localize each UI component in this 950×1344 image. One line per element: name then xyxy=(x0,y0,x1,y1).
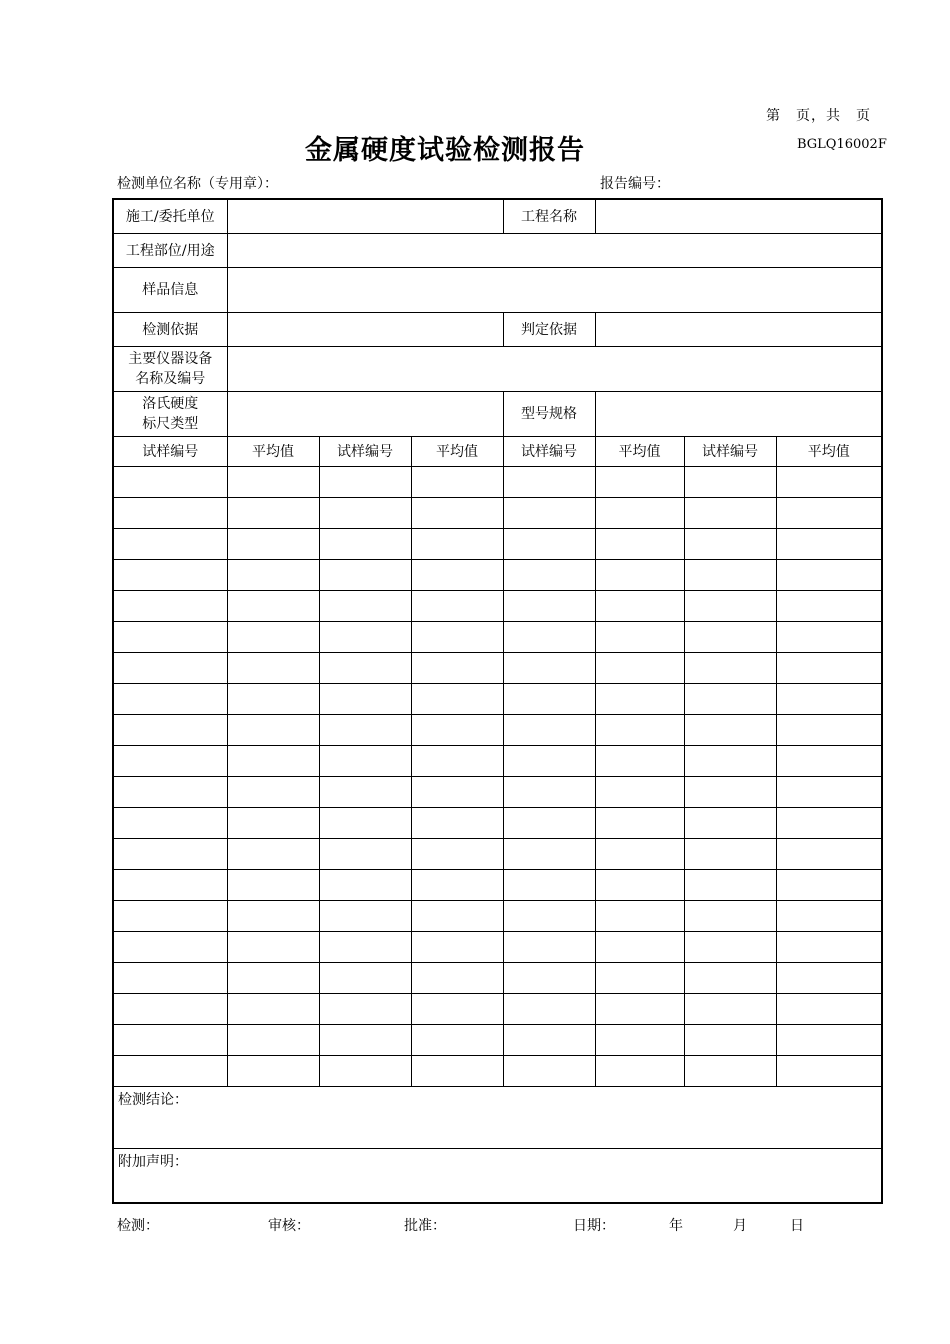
result-cell[interactable] xyxy=(227,1056,319,1087)
result-cell[interactable] xyxy=(595,870,684,901)
result-cell[interactable] xyxy=(227,901,319,932)
result-row xyxy=(113,808,882,839)
result-cell[interactable] xyxy=(411,653,503,684)
result-cell[interactable] xyxy=(503,498,595,529)
result-cell[interactable] xyxy=(503,653,595,684)
result-cell[interactable] xyxy=(684,467,776,498)
result-row xyxy=(113,622,882,653)
result-cell[interactable] xyxy=(595,777,684,808)
result-cell[interactable] xyxy=(503,963,595,994)
result-cell[interactable] xyxy=(411,839,503,870)
result-cell[interactable] xyxy=(113,808,227,839)
result-cell[interactable] xyxy=(684,622,776,653)
result-cell[interactable] xyxy=(503,715,595,746)
result-cell[interactable] xyxy=(113,1025,227,1056)
basis-row xyxy=(113,313,882,347)
result-cell[interactable] xyxy=(319,529,411,560)
column-header: 平均值 xyxy=(595,437,684,467)
result-rows xyxy=(113,467,882,1087)
page-info: 第 页，共 页 xyxy=(766,108,871,124)
result-cell[interactable] xyxy=(411,1056,503,1087)
result-cell[interactable] xyxy=(113,684,227,715)
result-cell[interactable] xyxy=(319,870,411,901)
column-header: 试样编号 xyxy=(319,437,411,467)
result-cell[interactable] xyxy=(776,777,882,808)
result-cell[interactable] xyxy=(319,715,411,746)
conclusion-cell[interactable] xyxy=(113,1087,882,1149)
result-cell[interactable] xyxy=(684,1025,776,1056)
result-cell[interactable] xyxy=(113,591,227,622)
conclusion-row xyxy=(113,1087,882,1149)
result-cell[interactable] xyxy=(684,529,776,560)
result-cell[interactable] xyxy=(684,808,776,839)
result-cell[interactable] xyxy=(227,715,319,746)
year-label: 年 xyxy=(669,1218,683,1234)
result-cell[interactable] xyxy=(319,467,411,498)
result-cell[interactable] xyxy=(503,777,595,808)
result-cell[interactable] xyxy=(684,715,776,746)
column-header: 试样编号 xyxy=(684,437,776,467)
result-row xyxy=(113,839,882,870)
result-cell[interactable] xyxy=(113,777,227,808)
result-cell[interactable] xyxy=(319,994,411,1025)
result-cell[interactable] xyxy=(113,932,227,963)
result-cell[interactable] xyxy=(227,994,319,1025)
basis-label: 检测依据 xyxy=(113,313,227,347)
result-cell[interactable] xyxy=(503,901,595,932)
result-cell[interactable] xyxy=(113,839,227,870)
result-row xyxy=(113,963,882,994)
location-value[interactable] xyxy=(227,234,882,268)
scale-value[interactable] xyxy=(227,392,503,437)
result-cell[interactable] xyxy=(595,1056,684,1087)
result-cell[interactable] xyxy=(411,684,503,715)
result-cell[interactable] xyxy=(503,994,595,1025)
result-cell[interactable] xyxy=(113,622,227,653)
result-cell[interactable] xyxy=(113,870,227,901)
result-cell[interactable] xyxy=(411,746,503,777)
report-title: 金属硬度试验检测报告 xyxy=(305,135,585,166)
result-cell[interactable] xyxy=(227,963,319,994)
result-cell[interactable] xyxy=(319,591,411,622)
result-cell[interactable] xyxy=(411,932,503,963)
result-cell[interactable] xyxy=(595,932,684,963)
result-cell[interactable] xyxy=(411,622,503,653)
basis-value[interactable] xyxy=(227,313,503,347)
result-cell[interactable] xyxy=(595,498,684,529)
result-cell[interactable] xyxy=(595,653,684,684)
result-cell[interactable] xyxy=(776,932,882,963)
project-label: 工程名称 xyxy=(503,199,595,234)
result-row xyxy=(113,1025,882,1056)
result-cell[interactable] xyxy=(319,622,411,653)
date-label: 日期： xyxy=(573,1218,615,1234)
result-cell[interactable] xyxy=(776,529,882,560)
judge-label: 判定依据 xyxy=(503,313,595,347)
model-value[interactable] xyxy=(595,392,882,437)
result-cell[interactable] xyxy=(227,839,319,870)
result-cell[interactable] xyxy=(503,808,595,839)
result-cell[interactable] xyxy=(776,622,882,653)
result-cell[interactable] xyxy=(319,777,411,808)
result-cell[interactable] xyxy=(113,746,227,777)
column-header: 平均值 xyxy=(227,437,319,467)
result-cell[interactable] xyxy=(113,467,227,498)
result-cell[interactable] xyxy=(503,560,595,591)
result-cell[interactable] xyxy=(319,560,411,591)
result-cell[interactable] xyxy=(595,901,684,932)
result-cell[interactable] xyxy=(411,808,503,839)
result-cell[interactable] xyxy=(503,870,595,901)
result-cell[interactable] xyxy=(227,1025,319,1056)
result-cell[interactable] xyxy=(227,653,319,684)
statement-cell[interactable] xyxy=(113,1149,882,1204)
result-cell[interactable] xyxy=(595,560,684,591)
result-cell[interactable] xyxy=(776,560,882,591)
tester-label: 检测： xyxy=(117,1218,159,1234)
result-cell[interactable] xyxy=(776,963,882,994)
judge-value[interactable] xyxy=(595,313,882,347)
result-cell[interactable] xyxy=(776,715,882,746)
result-cell[interactable] xyxy=(319,932,411,963)
result-cell[interactable] xyxy=(503,467,595,498)
result-cell[interactable] xyxy=(776,1025,882,1056)
result-cell[interactable] xyxy=(503,746,595,777)
result-cell[interactable] xyxy=(227,591,319,622)
result-cell[interactable] xyxy=(503,622,595,653)
result-cell[interactable] xyxy=(319,963,411,994)
result-cell[interactable] xyxy=(684,653,776,684)
result-cell[interactable] xyxy=(319,684,411,715)
location-label: 工程部位/用途 xyxy=(113,234,227,268)
approver-label: 批准： xyxy=(404,1218,446,1234)
result-row xyxy=(113,994,882,1025)
column-header: 平均值 xyxy=(776,437,882,467)
result-cell[interactable] xyxy=(227,808,319,839)
result-cell[interactable] xyxy=(227,777,319,808)
result-cell[interactable] xyxy=(411,498,503,529)
result-cell[interactable] xyxy=(411,994,503,1025)
result-cell[interactable] xyxy=(776,994,882,1025)
sample-label: 样品信息 xyxy=(113,268,227,313)
instrument-label xyxy=(113,347,227,392)
result-cell[interactable] xyxy=(411,591,503,622)
scale-label-line-2: 标尺类型 xyxy=(142,416,199,432)
result-row xyxy=(113,653,882,684)
result-cell[interactable] xyxy=(684,591,776,622)
result-cell[interactable] xyxy=(684,901,776,932)
result-cell[interactable] xyxy=(684,839,776,870)
result-cell[interactable] xyxy=(319,498,411,529)
result-cell[interactable] xyxy=(411,560,503,591)
result-cell[interactable] xyxy=(503,529,595,560)
result-cell[interactable] xyxy=(113,653,227,684)
result-cell[interactable] xyxy=(595,622,684,653)
result-cell[interactable] xyxy=(227,467,319,498)
result-cell[interactable] xyxy=(684,498,776,529)
client-label: 施工/委托单位 xyxy=(113,199,227,234)
result-cell[interactable] xyxy=(595,746,684,777)
column-header: 平均值 xyxy=(411,437,503,467)
result-cell[interactable] xyxy=(595,591,684,622)
result-cell[interactable] xyxy=(113,901,227,932)
client-row xyxy=(113,199,882,234)
result-cell[interactable] xyxy=(319,1025,411,1056)
result-cell[interactable] xyxy=(776,467,882,498)
project-value[interactable] xyxy=(595,199,882,234)
result-cell[interactable] xyxy=(776,808,882,839)
client-value[interactable] xyxy=(227,199,503,234)
scale-label xyxy=(113,392,227,437)
result-cell[interactable] xyxy=(113,529,227,560)
day-label: 日 xyxy=(790,1218,804,1234)
result-cell[interactable] xyxy=(684,684,776,715)
result-cell[interactable] xyxy=(684,870,776,901)
instrument-row xyxy=(113,347,882,392)
result-cell[interactable] xyxy=(227,870,319,901)
result-cell[interactable] xyxy=(411,529,503,560)
result-cell[interactable] xyxy=(411,901,503,932)
result-cell[interactable] xyxy=(776,839,882,870)
result-cell[interactable] xyxy=(684,1056,776,1087)
result-cell[interactable] xyxy=(776,870,882,901)
result-cell[interactable] xyxy=(503,684,595,715)
result-cell[interactable] xyxy=(595,467,684,498)
result-cell[interactable] xyxy=(319,901,411,932)
result-cell[interactable] xyxy=(776,591,882,622)
result-cell[interactable] xyxy=(776,1056,882,1087)
result-cell[interactable] xyxy=(411,715,503,746)
result-row xyxy=(113,932,882,963)
result-cell[interactable] xyxy=(113,715,227,746)
testing-unit-label: 检测单位名称（专用章）： xyxy=(117,176,278,192)
model-label: 型号规格 xyxy=(503,392,595,437)
result-row xyxy=(113,746,882,777)
result-cell[interactable] xyxy=(227,498,319,529)
result-cell[interactable] xyxy=(776,901,882,932)
result-cell[interactable] xyxy=(113,560,227,591)
result-cell[interactable] xyxy=(595,684,684,715)
result-cell[interactable] xyxy=(503,1056,595,1087)
result-row xyxy=(113,870,882,901)
result-cell[interactable] xyxy=(776,653,882,684)
result-cell[interactable] xyxy=(227,529,319,560)
result-row xyxy=(113,684,882,715)
result-row xyxy=(113,715,882,746)
result-cell[interactable] xyxy=(411,870,503,901)
result-cell[interactable] xyxy=(684,932,776,963)
report-number-label: 报告编号： xyxy=(600,176,670,192)
result-cell[interactable] xyxy=(411,963,503,994)
result-cell[interactable] xyxy=(411,777,503,808)
result-cell[interactable] xyxy=(113,1056,227,1087)
instrument-label-line-2: 名称及编号 xyxy=(135,371,206,387)
sample-value[interactable] xyxy=(227,268,882,313)
result-cell[interactable] xyxy=(776,498,882,529)
result-row xyxy=(113,529,882,560)
reviewer-label: 审核： xyxy=(268,1218,310,1234)
result-cell[interactable] xyxy=(319,808,411,839)
result-cell[interactable] xyxy=(503,839,595,870)
result-cell[interactable] xyxy=(503,591,595,622)
result-cell[interactable] xyxy=(684,746,776,777)
result-cell[interactable] xyxy=(684,963,776,994)
result-cell[interactable] xyxy=(595,529,684,560)
report-form xyxy=(112,198,883,1204)
result-cell[interactable] xyxy=(776,684,882,715)
result-cell[interactable] xyxy=(503,1025,595,1056)
result-cell[interactable] xyxy=(319,746,411,777)
result-cell[interactable] xyxy=(319,1056,411,1087)
instrument-value[interactable] xyxy=(227,347,882,392)
result-cell[interactable] xyxy=(684,560,776,591)
result-cell[interactable] xyxy=(227,560,319,591)
result-cell[interactable] xyxy=(411,467,503,498)
scale-row xyxy=(113,392,882,437)
result-cell[interactable] xyxy=(227,932,319,963)
result-row xyxy=(113,901,882,932)
result-cell[interactable] xyxy=(684,777,776,808)
result-cell[interactable] xyxy=(319,839,411,870)
month-label: 月 xyxy=(733,1218,747,1234)
result-cell[interactable] xyxy=(113,498,227,529)
result-cell[interactable] xyxy=(595,994,684,1025)
result-cell[interactable] xyxy=(113,994,227,1025)
sample-row xyxy=(113,268,882,313)
result-cell[interactable] xyxy=(595,715,684,746)
result-cell[interactable] xyxy=(595,963,684,994)
scale-label-line-1: 洛氏硬度 xyxy=(142,396,199,412)
result-cell[interactable] xyxy=(595,808,684,839)
result-row xyxy=(113,467,882,498)
result-cell[interactable] xyxy=(227,622,319,653)
instrument-label-line-1: 主要仪器设备 xyxy=(128,351,213,367)
result-cell[interactable] xyxy=(595,1025,684,1056)
result-row xyxy=(113,1056,882,1087)
result-row xyxy=(113,498,882,529)
result-cell[interactable] xyxy=(319,653,411,684)
form-code: BGLQ16002F xyxy=(797,137,887,152)
result-cell[interactable] xyxy=(113,963,227,994)
statement-label: 附加声明： xyxy=(118,1154,188,1170)
statement-row xyxy=(113,1149,882,1204)
result-cell[interactable] xyxy=(503,932,595,963)
result-cell[interactable] xyxy=(776,746,882,777)
result-cell[interactable] xyxy=(684,994,776,1025)
result-cell[interactable] xyxy=(595,839,684,870)
result-cell[interactable] xyxy=(411,1025,503,1056)
conclusion-label: 检测结论： xyxy=(118,1092,188,1108)
column-header: 试样编号 xyxy=(113,437,227,467)
location-row xyxy=(113,234,882,268)
result-row xyxy=(113,591,882,622)
result-row xyxy=(113,560,882,591)
result-cell[interactable] xyxy=(227,746,319,777)
column-header-row xyxy=(113,437,882,467)
result-row xyxy=(113,777,882,808)
result-cell[interactable] xyxy=(227,684,319,715)
column-header: 试样编号 xyxy=(503,437,595,467)
